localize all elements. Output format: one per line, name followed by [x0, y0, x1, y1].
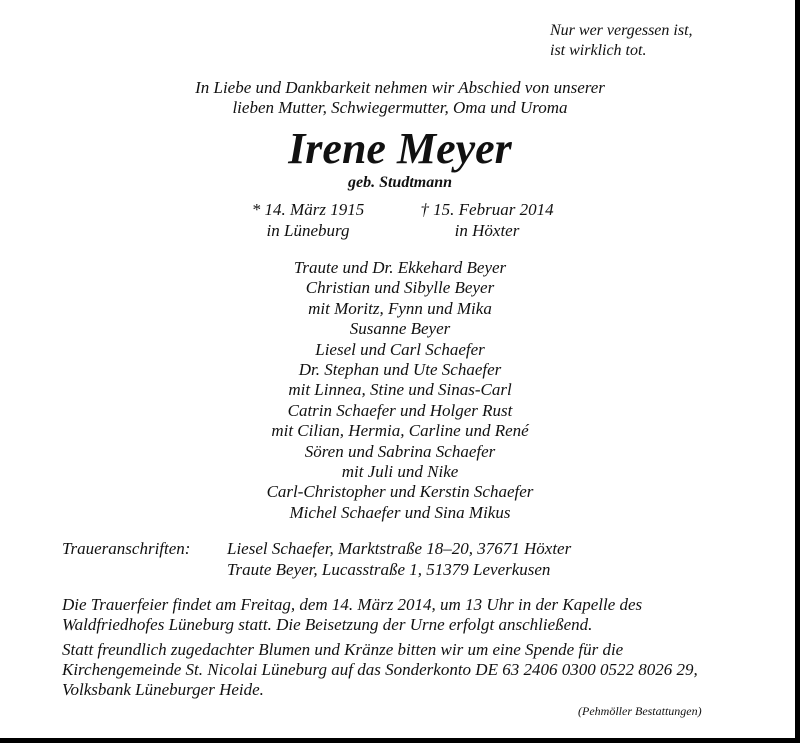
death-info	[412, 199, 562, 241]
family-member: mit Juli und Nike	[341, 462, 459, 482]
quote	[550, 21, 693, 61]
address-line: Liesel Schaefer, Marktstraße 18–20, 37671 Höxter	[227, 539, 572, 558]
birth-name: geb. Studtmann	[347, 174, 453, 191]
family-member: Sören und Sabrina Schaefer	[304, 441, 496, 461]
family-list	[0, 258, 800, 523]
quote-line: Nur wer vergessen ist,	[550, 22, 693, 39]
family-member: mit Moritz, Fynn und Mika	[308, 298, 492, 318]
family-member: Catrin Schaefer und Holger Rust	[287, 400, 513, 420]
deceased-name: Irene Meyer	[288, 124, 512, 173]
birth-date: * 14. März 1915	[251, 200, 365, 219]
funeral-paragraph	[62, 595, 642, 635]
funeral-line: Die Trauerfeier findet am Freitag, dem 14. März 2014, um 13 Uhr in der Kapelle des	[62, 595, 643, 614]
intro-line: In Liebe und Dankbarkeit nehmen wir Abschied von unserer	[195, 78, 605, 97]
donation-line: Kirchengemeinde St. Nicolai Lüneburg auf das Sonderkonto DE 63 2406 0300 0522 8026 29,	[62, 660, 698, 679]
family-member: Traute und Dr. Ekkehard Beyer	[293, 258, 507, 277]
family-member: Michel Schaefer und Sina Mikus	[289, 502, 511, 522]
birth-info	[238, 199, 378, 241]
quote-line: ist wirklich tot.	[550, 42, 647, 59]
intro-line: lieben Mutter, Schwiegermutter, Oma und Uroma	[232, 98, 568, 117]
death-date: † 15. Februar 2014	[420, 200, 554, 219]
intro-text	[0, 78, 800, 118]
family-member: Susanne Beyer	[349, 319, 451, 339]
family-member: Liesel und Carl Schaefer	[315, 339, 485, 359]
birth-place: in Lüneburg	[266, 221, 350, 240]
address-line: Traute Beyer, Lucasstraße 1, 51379 Leverkusen	[227, 560, 551, 579]
family-member: mit Linnea, Stine und Sinas-Carl	[288, 380, 512, 400]
addresses-label: Traueranschriften:	[62, 539, 191, 558]
family-member: Dr. Stephan und Ute Schaefer	[298, 360, 502, 380]
death-place: in Höxter	[454, 221, 520, 240]
family-member: Carl-Christopher und Kerstin Schaefer	[266, 482, 534, 502]
funeral-line: Waldfriedhofes Lüneburg statt. Die Beisetzung der Urne erfolgt anschließend.	[62, 615, 593, 634]
funeral-home-credit: (Pehmöller Bestattungen)	[578, 704, 702, 718]
donation-paragraph	[62, 640, 698, 700]
family-member: mit Cilian, Hermia, Carline und René	[271, 421, 529, 441]
donation-line: Volksbank Lüneburger Heide.	[62, 680, 264, 699]
addresses	[227, 538, 571, 580]
donation-line: Statt freundlich zugedachter Blumen und Kränze bitten wir um eine Spende für die	[62, 640, 624, 659]
family-member: Christian und Sibylle Beyer	[305, 278, 495, 298]
